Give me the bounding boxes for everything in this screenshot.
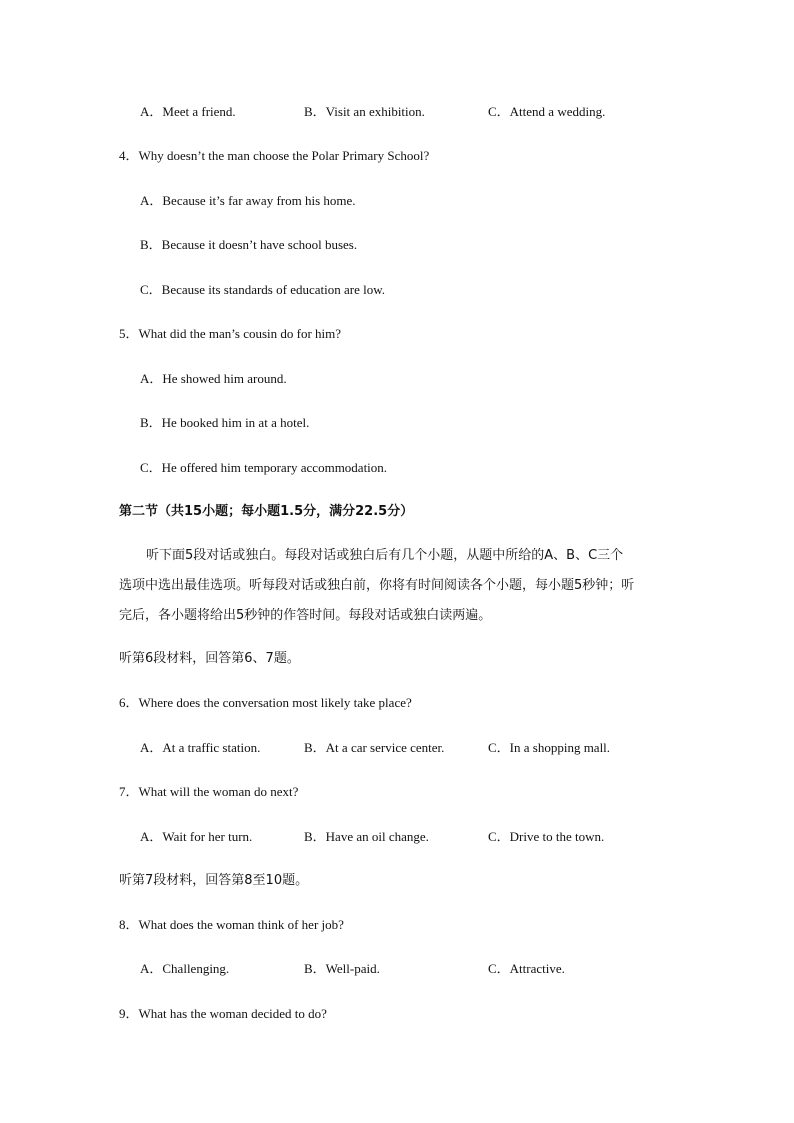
q4-option-b: B．Because it doesn’t have school buses. xyxy=(140,237,358,252)
instructions-line-2: 选项中选出最佳选项。听每段对话或独白前，你将有时间阅读各个小题，每小题5秒钟；听 xyxy=(119,578,635,593)
q8-option-a: A．Challenging. xyxy=(140,961,230,976)
q7-option-b: B．Have an oil change. xyxy=(304,829,429,844)
material6-instruction: 听第6段材料，回答第6、7题。 xyxy=(119,651,300,666)
q4-option-a: A．Because it’s far away from his home. xyxy=(140,193,356,208)
q3-option-c: C．Attend a wedding. xyxy=(488,104,606,119)
q6-option-c: C．In a shopping mall. xyxy=(488,740,611,755)
q6-option-b: B．At a car service center. xyxy=(304,740,445,755)
q7-option-a: A．Wait for her turn. xyxy=(140,829,253,844)
q5-option-b: B．He booked him in at a hotel. xyxy=(140,415,310,430)
q4-option-c: C．Because its standards of education are low. xyxy=(140,282,386,297)
q6-question: 6．Where does the conversation most likely take place? xyxy=(119,695,412,710)
material7-instruction: 听第7段材料，回答第8至10题。 xyxy=(119,873,309,888)
q5-option-c: C．He offered him temporary accommodation. xyxy=(140,460,388,475)
instructions-line-3: 完后，各小题将给出5秒钟的作答时间。每段对话或独白读两遍。 xyxy=(119,608,492,623)
q7-option-c: C．Drive to the town. xyxy=(488,829,605,844)
q5-option-a: A．He showed him around. xyxy=(140,371,287,386)
section2-heading: 第二节（共15小题；每小题1.5分，满分22.5分） xyxy=(119,504,414,519)
q8-option-b: B．Well-paid. xyxy=(304,961,380,976)
q3-option-b: B．Visit an exhibition. xyxy=(304,104,425,119)
q8-option-c: C．Attractive. xyxy=(488,961,565,976)
q8-question: 8．What does the woman think of her job? xyxy=(119,917,344,932)
q6-option-a: A．At a traffic station. xyxy=(140,740,261,755)
q5-question: 5．What did the man’s cousin do for him? xyxy=(119,326,342,341)
q7-question: 7．What will the woman do next? xyxy=(119,784,299,799)
q9-question: 9．What has the woman decided to do? xyxy=(119,1006,327,1021)
q4-question: 4．Why doesn’t the man choose the Polar Primary School? xyxy=(119,148,430,163)
section2-instructions xyxy=(119,541,679,631)
instructions-line-1: 听下面5段对话或独白。每段对话或独白后有几个小题，从题中所给的A、B、C三个 xyxy=(146,548,624,563)
q3-option-a: A．Meet a friend. xyxy=(140,104,236,119)
